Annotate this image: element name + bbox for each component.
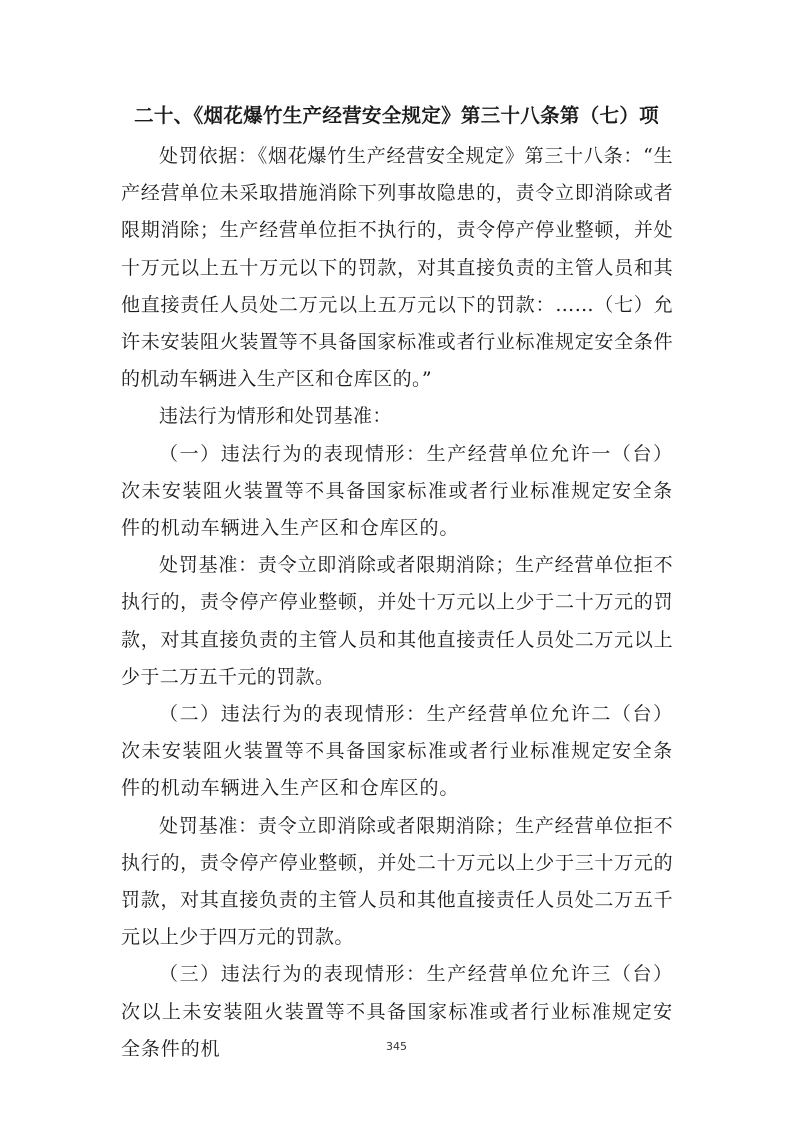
paragraph-penalty-1: 处罚基准：责令立即消除或者限期消除；生产经营单位拒不执行的，责令停产停业整顿，并处十万元以上少于二十万元的罚款，对其直接负责的主管人员和其他直接责任人员处二万元以上少于二万五千元的罚款。 bbox=[121, 554, 673, 688]
paragraph-circumstance-1: （一）违法行为的表现情形：生产经营单位允许一（台）次未安装阻火装置等不具备国家标准或者行业标准规定安全条件的机动车辆进入生产区和仓库区的。 bbox=[121, 442, 673, 540]
paragraph-circumstance-2: （二）违法行为的表现情形：生产经营单位允许二（台）次未安装阻火装置等不具备国家标准或者行业标准规定安全条件的机动车辆进入生产区和仓库区的。 bbox=[121, 703, 673, 800]
page-number: 345 bbox=[386, 1040, 407, 1053]
paragraph-heading-circumstances: 违法行为情形和处罚基准： bbox=[159, 405, 392, 428]
paragraph-legal-basis: 处罚依据：《烟花爆竹生产经营安全规定》第三十八条：“生产经营单位未采取措施消除下列事故隐患的，责令立即消除或者限期消除；生产经营单位拒不执行的，责令停产停业整顿，并处十万元以上五十万元以下的罚款，对其直接负责的主管人员和其他直接责任人员处二万元以上五万元以下的罚款：……（七）允许未安装阻火装置等不具备国家标准或者行业标准规定安全条件的机动车辆进入生产区和仓库区的。” bbox=[121, 145, 673, 391]
section-title: 二十、《烟花爆竹生产经营安全规定》第三十八条第（七）项 bbox=[134, 104, 659, 127]
paragraph-circumstance-3: （三）违法行为的表现情形：生产经营单位允许三（台）次以上未安装阻火装置等不具备国家标准或者行业标准规定安全条件的机 bbox=[121, 963, 673, 1060]
paragraph-penalty-2: 处罚基准：责令立即消除或者限期消除；生产经营单位拒不执行的，责令停产停业整顿，并处二十万元以上少于三十万元的罚款，对其直接负责的主管人员和其他直接责任人员处二万五千元以上少于四万元的罚款。 bbox=[121, 814, 673, 949]
document-body bbox=[121, 138, 673, 1068]
